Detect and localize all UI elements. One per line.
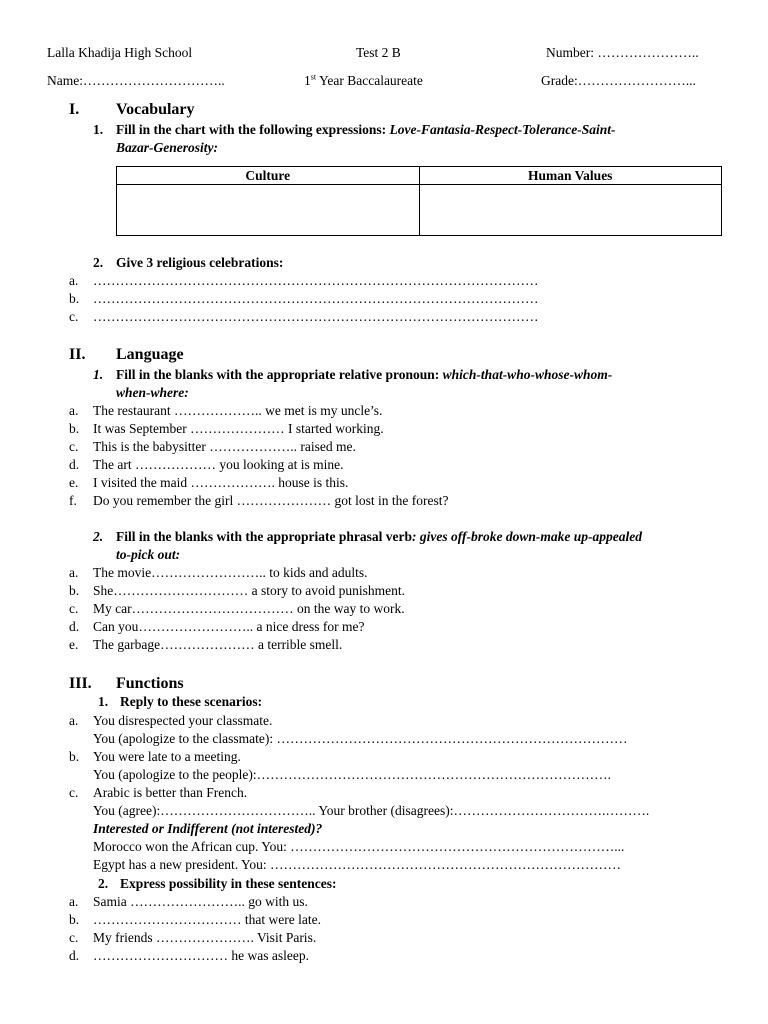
- s1-q1-text: Fill in the chart with the following expressions:: [116, 122, 390, 137]
- response-line[interactable]: Morocco won the African cup. You: ………………………………………………………………...: [93, 839, 625, 854]
- item-letter: a.: [69, 894, 79, 909]
- year-superscript: st: [310, 72, 317, 82]
- item-text[interactable]: The restaurant ……………….. we met is my uncle’s.: [93, 403, 383, 418]
- number-field[interactable]: Number: …………………..: [546, 45, 699, 60]
- item-letter: b.: [69, 291, 80, 306]
- answer-line[interactable]: ………………………………………………………………………………………: [93, 273, 539, 288]
- s2-q2-text: Fill in the blanks with the appropriate phrasal verb: [116, 529, 413, 544]
- item-text[interactable]: The garbage………………… a terrible smell.: [93, 637, 343, 652]
- item-text[interactable]: It was September ………………… I started working.: [93, 421, 384, 436]
- item-text[interactable]: I visited the maid ………………. house is this.: [93, 475, 349, 490]
- s2-q1-number: 1.: [93, 367, 104, 382]
- year-text: Year Baccalaureate: [316, 73, 423, 88]
- s1-q2-number: 2.: [93, 255, 104, 270]
- chart-header-culture: Culture: [117, 167, 420, 185]
- s2-q2-number: 2.: [93, 529, 104, 544]
- item-letter: a.: [69, 713, 79, 728]
- response-line[interactable]: You (agree):…………………………….. Your brother (disagrees):…………………………….……….: [93, 803, 650, 818]
- chart-cell-human-values[interactable]: [419, 185, 722, 236]
- answer-line[interactable]: ………………………………………………………………………………………: [93, 309, 539, 324]
- vocabulary-chart: [116, 166, 722, 236]
- grade-field[interactable]: Grade:……………………...: [541, 73, 696, 88]
- item-letter: c.: [69, 930, 79, 945]
- item-letter: c.: [69, 309, 79, 324]
- s1-q1-words: Love-Fantasia-Respect-Tolerance-Saint-: [389, 122, 616, 137]
- s3-q1-text: Reply to these scenarios:: [120, 694, 263, 709]
- response-line[interactable]: Egypt has a new president. You: ……………………………………………………………………: [93, 857, 621, 872]
- item-letter: b.: [69, 749, 80, 764]
- item-letter: c.: [69, 785, 79, 800]
- s3-q2-number: 2.: [98, 876, 109, 891]
- chart-cell-culture[interactable]: [117, 185, 420, 236]
- item-letter: a.: [69, 565, 79, 580]
- item-letter: b.: [69, 912, 80, 927]
- section-1-title: Vocabulary: [116, 101, 195, 118]
- item-letter: f.: [69, 493, 77, 508]
- item-text[interactable]: The art ……………… you looking at is mine.: [93, 457, 344, 472]
- s1-q1-instruction: [116, 122, 616, 138]
- item-letter: d.: [69, 948, 80, 963]
- item-letter: b.: [69, 421, 80, 436]
- section-2-title: Language: [116, 346, 184, 363]
- response-line[interactable]: You (apologize to the classmate): ……………………………………………………………………: [93, 731, 628, 746]
- year-number: 1: [304, 73, 311, 88]
- school-name: Lalla Khadija High School: [47, 45, 193, 60]
- scenario-text: You were late to a meeting.: [93, 749, 241, 764]
- s1-q1-number: 1.: [93, 122, 104, 137]
- item-text[interactable]: ………………………… he was asleep.: [93, 948, 309, 963]
- response-line[interactable]: You (apologize to the people):…………………………………………………………………….: [93, 767, 611, 782]
- item-text[interactable]: My friends …………………. Visit Paris.: [93, 930, 317, 945]
- item-text[interactable]: Do you remember the girl ………………… got lost in the forest?: [93, 493, 449, 508]
- section-3-title: Functions: [116, 675, 184, 692]
- item-letter: c.: [69, 601, 79, 616]
- section-2-numeral: II.: [69, 346, 86, 363]
- name-field[interactable]: Name:…………………………..: [47, 73, 225, 88]
- item-letter: a.: [69, 403, 79, 418]
- year-label: [304, 73, 423, 89]
- s2-q2-instruction: [116, 529, 642, 545]
- item-letter: d.: [69, 619, 80, 634]
- s2-q1-words: which-that-who-whose-whom-: [442, 367, 613, 382]
- section-1-numeral: I.: [69, 101, 80, 118]
- s3-q1-number: 1.: [98, 694, 109, 709]
- item-text[interactable]: Can you…………………….. a nice dress for me?: [93, 619, 365, 634]
- item-text[interactable]: Samia …………………….. go with us.: [93, 894, 308, 909]
- item-text[interactable]: This is the babysitter ……………….. raised me.: [93, 439, 356, 454]
- scenario-text: Arabic is better than French.: [93, 785, 248, 800]
- item-text[interactable]: The movie…………………….. to kids and adults.: [93, 565, 368, 580]
- scenario-text: You disrespected your classmate.: [93, 713, 273, 728]
- chart-header-human-values: Human Values: [419, 167, 722, 185]
- item-letter: b.: [69, 583, 80, 598]
- s2-q2-words: : gives off-broke down-make up-appealed: [412, 529, 643, 544]
- item-letter: e.: [69, 475, 79, 490]
- s1-q1-words-cont: Bazar-Generosity:: [116, 140, 218, 155]
- section-3-numeral: III.: [69, 675, 92, 692]
- item-text[interactable]: My car……………………………… on the way to work.: [93, 601, 405, 616]
- item-text[interactable]: She………………………… a story to avoid punishment.: [93, 583, 405, 598]
- s2-q1-text: Fill in the blanks with the appropriate relative pronoun:: [116, 367, 443, 382]
- s2-q1-instruction: [116, 367, 612, 383]
- s2-q2-words-cont: to-pick out:: [116, 547, 181, 562]
- item-letter: a.: [69, 273, 79, 288]
- interest-heading: Interested or Indifferent (not interested)?: [93, 821, 323, 836]
- answer-line[interactable]: ………………………………………………………………………………………: [93, 291, 539, 306]
- item-text[interactable]: …………………………… that were late.: [93, 912, 321, 927]
- s3-q2-text: Express possibility in these sentences:: [120, 876, 337, 891]
- item-letter: c.: [69, 439, 79, 454]
- s2-q1-words-cont: when-where:: [116, 385, 189, 400]
- s1-q2-text: Give 3 religious celebrations:: [116, 255, 284, 270]
- item-letter: d.: [69, 457, 80, 472]
- test-label: Test 2 B: [356, 45, 401, 60]
- item-letter: e.: [69, 637, 79, 652]
